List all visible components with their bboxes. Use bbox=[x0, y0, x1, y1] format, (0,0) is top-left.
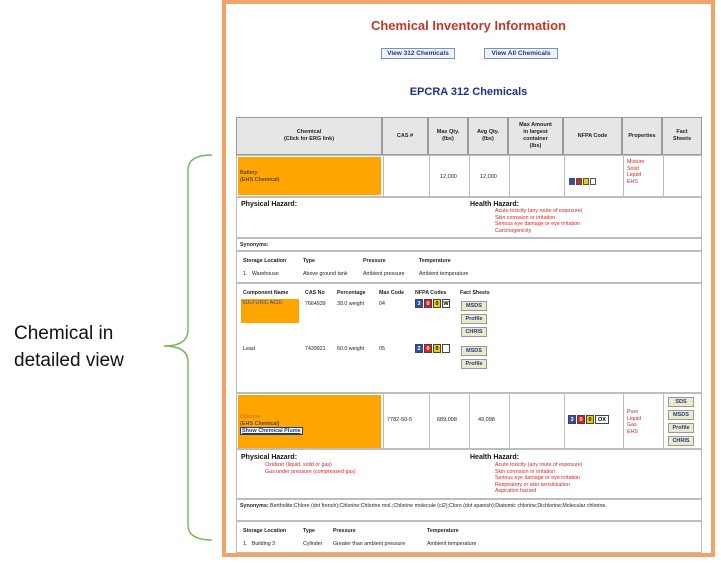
divider bbox=[383, 156, 384, 196]
divider bbox=[509, 156, 510, 196]
battery-hazards bbox=[236, 197, 702, 238]
chlorine-health-list bbox=[495, 462, 582, 495]
storage-header: Temperature bbox=[419, 258, 451, 264]
header-chemical: Chemical (Click for ERG link) bbox=[236, 117, 382, 155]
header-properties: Properties bbox=[622, 117, 662, 155]
curly-brace-icon bbox=[160, 150, 220, 545]
chlorine-properties bbox=[627, 409, 641, 435]
sds-button[interactable]: SDS bbox=[668, 397, 694, 407]
chlorine-name-cell[interactable] bbox=[238, 395, 381, 448]
header-avg-qty: Avg Qty. (lbs) bbox=[468, 117, 508, 155]
storage-cell: 1. Warehouse bbox=[243, 271, 279, 277]
msds-button[interactable]: MSDS bbox=[461, 301, 487, 311]
divider bbox=[469, 394, 470, 448]
header-cas: CAS # bbox=[382, 117, 428, 155]
annotation-label bbox=[14, 320, 174, 374]
hazard-item: Acute toxicity (any route of exposure) bbox=[495, 462, 583, 468]
hazard-item: Oxidizer (liquid, solid or gas) bbox=[265, 462, 332, 468]
nfpa-health-icon: 3 bbox=[415, 299, 423, 308]
header-max-amount: Max Amount in largest container (lbs) bbox=[508, 117, 563, 155]
storage-header: Storage Location bbox=[243, 258, 287, 264]
storage-header: Temperature bbox=[427, 528, 459, 534]
nfpa-reactivity-icon: 0 bbox=[586, 415, 594, 424]
chlorine-physical-label: Physical Hazard: bbox=[241, 454, 298, 461]
storage-header: Type bbox=[303, 528, 315, 534]
nfpa-fire-icon bbox=[576, 178, 582, 185]
nfpa-special-icon: W bbox=[443, 301, 449, 307]
profile-button[interactable]: Profile bbox=[461, 314, 487, 324]
battery-avg: 12,000 bbox=[480, 174, 497, 180]
storage-cell: Ambient temperature bbox=[419, 271, 469, 277]
hazard-item: Serious eye damage or eye irritation bbox=[495, 221, 581, 227]
chlorine-storage bbox=[236, 521, 702, 553]
divider bbox=[383, 394, 384, 448]
divider bbox=[623, 156, 624, 196]
chris-button[interactable]: CHRIS bbox=[668, 436, 694, 446]
storage-cell: Ambient pressure bbox=[363, 271, 405, 277]
header-max-qty: Max Qty. (lbs) bbox=[428, 117, 468, 155]
lead-name[interactable]: Lead bbox=[243, 346, 255, 352]
storage-header: Pressure bbox=[363, 258, 386, 264]
divider bbox=[429, 156, 430, 196]
storage-header: Type bbox=[303, 258, 315, 264]
component-header: Max Code bbox=[379, 290, 405, 296]
battery-synonyms-label: Synonyms: bbox=[240, 242, 269, 248]
hazard-item: Respiratory or skin sensitization bbox=[495, 481, 570, 488]
nfpa-reactivity-icon bbox=[583, 178, 589, 185]
hazard-item: Aspiration hazard bbox=[495, 488, 537, 494]
nfpa-fire-icon: 0 bbox=[424, 299, 432, 308]
msds-button[interactable]: MSDS bbox=[461, 346, 487, 356]
hazard-item: Skin corrosion or irritation bbox=[495, 214, 556, 221]
property: Gas bbox=[627, 422, 637, 428]
view-312-button[interactable]: View 312 Chemicals bbox=[381, 48, 455, 59]
chlorine-synonyms bbox=[236, 499, 702, 521]
table-row-battery bbox=[236, 155, 702, 197]
property: Mixture bbox=[627, 159, 645, 165]
battery-name-cell[interactable] bbox=[238, 157, 381, 195]
divider bbox=[663, 156, 664, 196]
chlorine-avg: 49,098 bbox=[478, 417, 495, 423]
component-header: Percentage bbox=[337, 290, 366, 296]
browser-frame bbox=[222, 0, 715, 557]
divider bbox=[509, 394, 510, 448]
component-header: NFPA Codes bbox=[415, 290, 447, 296]
property: Pure bbox=[627, 409, 639, 415]
battery-health-list bbox=[495, 208, 582, 234]
battery-storage bbox=[236, 251, 702, 283]
divider bbox=[663, 394, 664, 448]
nfpa-health-icon: 2 bbox=[415, 344, 423, 353]
profile-button[interactable]: Profile bbox=[461, 359, 487, 369]
hazard-item: Serious eye damage or eye irritation bbox=[495, 475, 581, 481]
battery-nfpa-icons bbox=[569, 172, 597, 190]
storage-cell: Greater than ambient pressure bbox=[333, 541, 406, 547]
property: Liquid bbox=[627, 415, 642, 422]
view-all-button[interactable]: View All Chemicals bbox=[484, 48, 558, 59]
chlorine-physical-list bbox=[265, 462, 356, 475]
battery-max: 12,000 bbox=[440, 174, 457, 180]
chris-button[interactable]: CHRIS bbox=[461, 327, 487, 337]
nfpa-health-icon: 3 bbox=[568, 415, 576, 424]
annotation-line-1: Chemical in bbox=[14, 323, 114, 344]
nfpa-special-icon bbox=[442, 344, 450, 353]
page-title: Chemical Inventory Information bbox=[370, 18, 567, 33]
component-pct: 60.0 weight bbox=[337, 346, 365, 352]
synonyms-value: Bertholite;Chlore (dot french);Chlorine;Chlorine mol.;Chlorine molecule (cl2);Cloro (dot spanish);Diatomic chlorine;Dichlorine;Molecular chlorine. bbox=[270, 503, 607, 509]
divider bbox=[429, 394, 430, 448]
header-nfpa: NFPA Code bbox=[563, 117, 622, 155]
component-cas: 7664939 bbox=[305, 301, 326, 307]
sulfuric-acid-name[interactable]: SULFURIC ACID bbox=[242, 300, 283, 306]
msds-button[interactable]: MSDS bbox=[668, 410, 694, 420]
hazard-item: Acute toxicity (any route of exposure) bbox=[495, 208, 583, 214]
synonyms-label: Synonyms: bbox=[240, 503, 269, 509]
property: EHS bbox=[627, 178, 638, 185]
chlorine-hazards bbox=[236, 449, 702, 499]
hazard-item: Skin corrosion or irritation bbox=[495, 468, 556, 475]
chlorine-ehs: (EHS Chemical) bbox=[240, 421, 280, 427]
battery-properties bbox=[627, 159, 644, 185]
battery-health-label: Health Hazard: bbox=[470, 201, 520, 208]
nfpa-special-icon bbox=[590, 178, 596, 185]
divider bbox=[564, 394, 565, 448]
battery-components bbox=[236, 283, 702, 393]
nfpa-special-icon: OX bbox=[595, 415, 609, 424]
storage-header: Storage Location bbox=[243, 528, 287, 534]
annotation-line-2: detailed view bbox=[14, 350, 124, 371]
storage-cell: Above ground tank bbox=[303, 271, 348, 277]
chlorine-cas: 7782-50-5 bbox=[387, 417, 413, 423]
nfpa-reactivity-icon: 0 bbox=[433, 299, 441, 308]
property: EHS bbox=[627, 428, 638, 435]
component-header: Fact Sheets bbox=[460, 290, 490, 296]
component-pct: 38.0 weight bbox=[337, 301, 365, 307]
property: Solid bbox=[627, 165, 639, 172]
storage-header: Pressure bbox=[333, 528, 356, 534]
header-fact-sheets: Fact Sheets bbox=[662, 117, 702, 155]
show-plume-link[interactable] bbox=[240, 428, 303, 434]
property: Liquid bbox=[627, 172, 642, 178]
synonyms-text bbox=[240, 503, 695, 510]
nfpa-fire-icon: 0 bbox=[424, 344, 432, 353]
divider bbox=[623, 394, 624, 448]
profile-button[interactable]: Profile bbox=[668, 423, 694, 433]
component-name-cell[interactable] bbox=[241, 299, 299, 323]
nfpa-fire-icon: 0 bbox=[577, 415, 585, 424]
component-code: 04 bbox=[379, 301, 385, 307]
hazard-item: Gas under pressure (compressed gas) bbox=[265, 468, 356, 475]
section-subtitle: EPCRA 312 Chemicals bbox=[409, 86, 528, 98]
nfpa-health-icon bbox=[569, 178, 575, 185]
battery-physical-label: Physical Hazard: bbox=[241, 201, 298, 208]
table-row-chlorine bbox=[236, 393, 702, 449]
chlorine-name[interactable]: Chlorine bbox=[240, 414, 261, 420]
chlorine-max: 689,098 bbox=[437, 417, 457, 423]
divider bbox=[469, 156, 470, 196]
battery-synonyms bbox=[236, 238, 702, 251]
component-header: Component Name bbox=[243, 290, 289, 296]
nfpa-reactivity-icon: 0 bbox=[433, 344, 441, 353]
battery-ehs: (EHS Chemical) bbox=[240, 177, 280, 183]
page-content bbox=[226, 4, 711, 553]
component-cas: 7439921 bbox=[305, 346, 326, 352]
chlorine-health-label: Health Hazard: bbox=[470, 454, 520, 461]
battery-name[interactable]: Battery bbox=[240, 170, 258, 176]
storage-cell: Cylinder bbox=[303, 541, 323, 547]
component-code: 05 bbox=[379, 346, 385, 352]
component-header: CAS No bbox=[305, 290, 325, 296]
storage-cell: 1. Building 3 bbox=[243, 541, 276, 547]
hazard-item: Carcinogenicity bbox=[495, 227, 532, 234]
storage-cell: Ambient temperature bbox=[427, 541, 477, 547]
divider bbox=[564, 156, 565, 196]
show-plume-label[interactable]: Show Chemical Plume bbox=[242, 428, 301, 434]
